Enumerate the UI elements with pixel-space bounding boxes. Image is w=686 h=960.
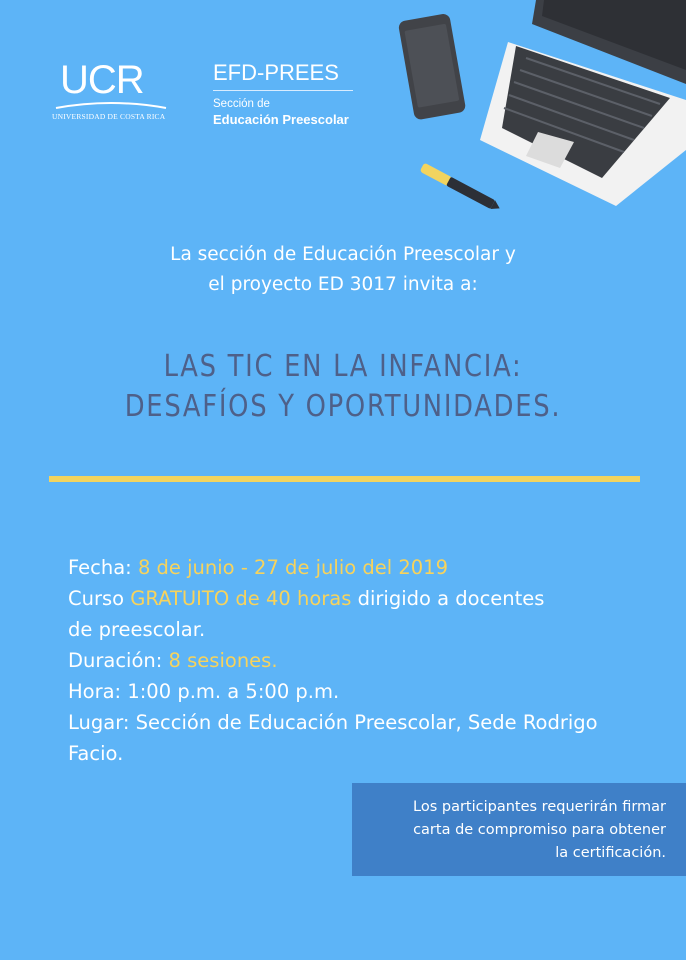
lugar-line-1: Lugar: Sección de Educación Preescolar, Sede Rodrigo — [68, 711, 598, 734]
curso-rest: dirigido a docentes — [357, 587, 545, 610]
event-title-line-1: LAS TIC EN LA INFANCIA: — [163, 349, 523, 384]
pen-illustration-icon — [418, 160, 510, 210]
duracion-label: Duración: — [68, 649, 163, 672]
duracion-line — [68, 645, 668, 676]
notice-line-1: Los participantes requerirán firmar — [413, 799, 666, 815]
lugar-line-2: Facio. — [68, 742, 124, 765]
notice-line-2: carta de compromiso para obtener — [413, 822, 666, 838]
curso-line — [68, 583, 668, 614]
fecha-line — [68, 552, 668, 583]
curso-highlight: GRATUITO de 40 horas — [130, 587, 352, 610]
event-title — [48, 347, 638, 427]
event-title-line-2: DESAFÍOS Y OPORTUNIDADES. — [124, 389, 562, 424]
fecha-value: 8 de junio - 27 de julio del 2019 — [137, 556, 448, 579]
phone-illustration-icon — [398, 10, 474, 122]
fecha-label: Fecha: — [68, 556, 132, 579]
ucr-logo-mark: UCR — [60, 58, 144, 102]
invitation-text — [0, 240, 686, 300]
ucr-logo — [52, 58, 172, 121]
efd-prees-title: EFD-PREES — [213, 60, 339, 85]
efd-prees-logo — [213, 60, 353, 128]
curso-label: Curso — [68, 587, 125, 610]
curso-line-2: de preescolar. — [68, 618, 206, 641]
certification-notice — [352, 783, 686, 876]
efd-prees-rule — [213, 90, 353, 91]
notice-line-3: la certificación. — [555, 845, 666, 861]
yellow-divider — [49, 476, 640, 482]
ucr-logo-subtitle: UNIVERSIDAD DE COSTA RICA — [52, 112, 166, 121]
event-details — [68, 552, 668, 769]
efd-prees-subtitle-1: Sección de — [213, 98, 270, 110]
duracion-value: 8 sesiones. — [168, 649, 278, 672]
invitation-line-1: La sección de Educación Preescolar y — [170, 244, 516, 265]
efd-prees-subtitle-2: Educación Preescolar — [213, 112, 349, 127]
hora-line: Hora: 1:00 p.m. a 5:00 p.m. — [68, 680, 340, 703]
invitation-line-2: el proyecto ED 3017 invita a: — [208, 274, 478, 295]
